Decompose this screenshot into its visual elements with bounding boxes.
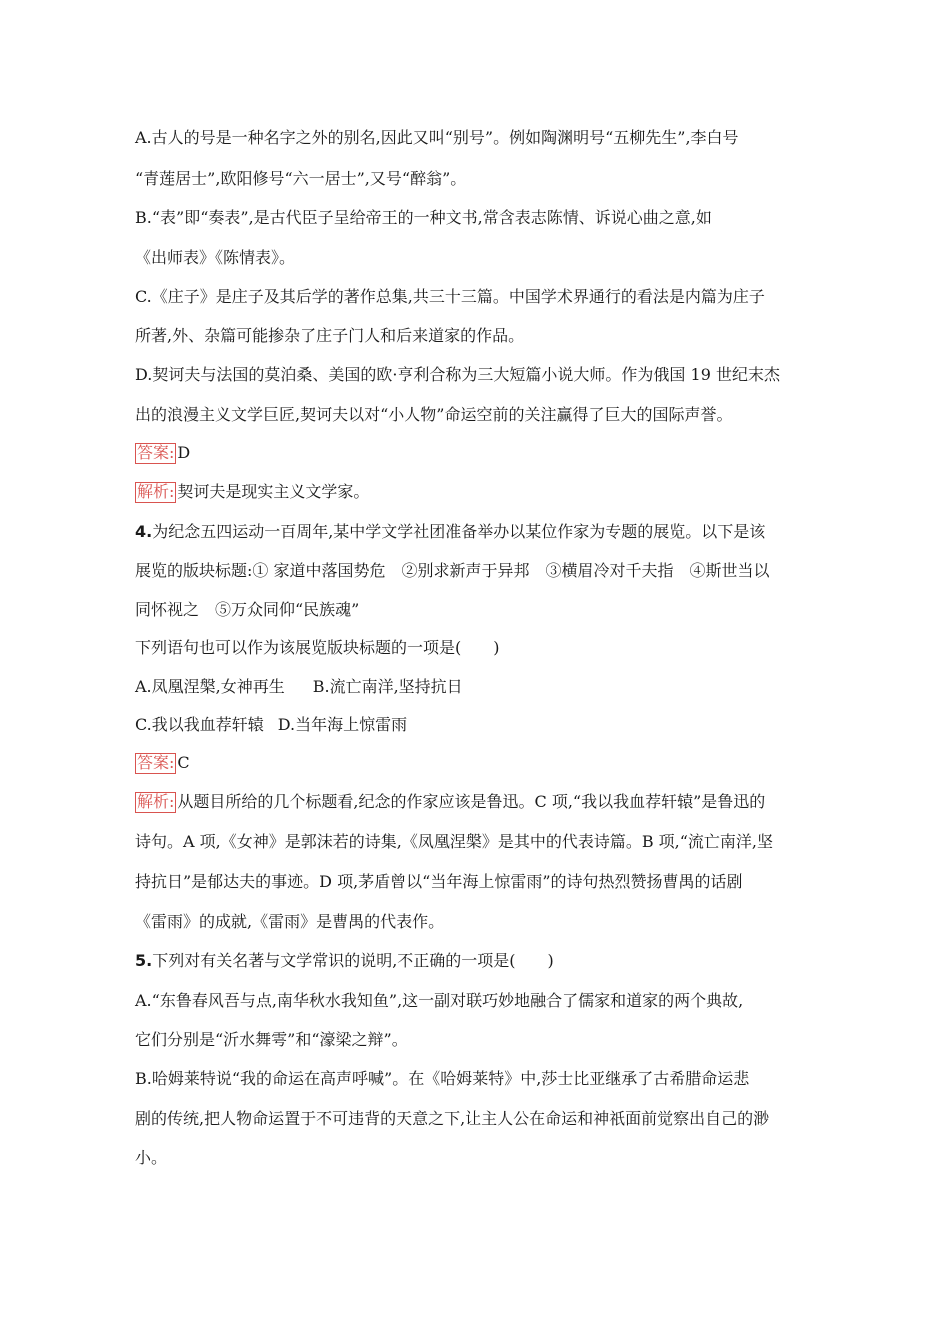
answer-tag: 答案: — [137, 443, 175, 462]
q4-question: 下列语句也可以作为该展览版块标题的一项是( ) — [135, 638, 500, 657]
q3-option-c-line1: C.《庄子》是庄子及其后学的著作总集,共三十三篇。中国学术界通行的看法是内篇为庄子 — [135, 287, 765, 306]
analysis-text: 契诃夫是现实主义文学家。 — [177, 482, 370, 501]
q5-option-b-line1: B.哈姆莱特说“我的命运在高声呼喊”。在《哈姆莱特》中,莎士比亚继承了古希腊命运悲 — [135, 1069, 750, 1088]
q4-stem-line1 — [135, 521, 765, 543]
question-number: 4. — [135, 522, 153, 541]
q5-option-a-line2: 它们分别是“沂水舞雩”和“濠梁之辩”。 — [135, 1030, 408, 1049]
q4-option-d: D.当年海上惊雷雨 — [277, 715, 408, 734]
q3-option-b-line2: 《出师表》《陈情表》。 — [135, 248, 296, 267]
q3-answer — [135, 442, 190, 464]
analysis-text: 从题目所给的几个标题看,纪念的作家应该是鲁迅。C 项,“我以我血荐轩辕”是鲁迅的 — [177, 792, 766, 811]
q3-option-a-line2: “青莲居士”,欧阳修号“六一居士”,又号“醉翁”。 — [135, 169, 467, 188]
q4-stem-line2: 展览的版块标题:① 家道中落国势危 ②别求新声于异邦 ③横眉冷对千夫指 ④斯世当以 — [135, 561, 770, 580]
q4-analysis-line4: 《雷雨》的成就,《雷雨》是曹禺的代表作。 — [135, 912, 445, 931]
q4-options-row1 — [135, 676, 463, 698]
q4-analysis-line1 — [135, 791, 765, 813]
q4-option-b: B.流亡南洋,坚持抗日 — [312, 677, 463, 696]
q5-option-a-line1: A.“东鲁春风吾与点,南华秋水我知鱼”,这一副对联巧妙地融合了儒家和道家的两个典故, — [135, 991, 744, 1010]
q3-analysis — [135, 481, 369, 503]
q4-option-c: C.我以我血荐轩辕 — [135, 715, 264, 734]
question-stem: 为纪念五四运动一百周年,某中学文学社团准备举办以某位作家为专题的展览。以下是该 — [152, 522, 766, 541]
analysis-tag: 解析: — [137, 482, 175, 501]
q3-option-d-line2: 出的浪漫主义文学巨匠,契诃夫以对“小人物”命运空前的关注赢得了巨大的国际声誉。 — [135, 405, 733, 424]
q3-option-c-line2: 所著,外、杂篇可能掺杂了庄子门人和后来道家的作品。 — [135, 326, 525, 345]
analysis-tag: 解析: — [137, 792, 175, 811]
q3-option-b-line1: B.“表”即“奏表”,是古代臣子呈给帝王的一种文书,常含表志陈情、诉说心曲之意,如 — [135, 208, 712, 227]
answer-value: C — [177, 753, 190, 772]
q4-option-a: A.凤凰涅槃,女神再生 — [135, 677, 285, 696]
question-stem: 下列对有关名著与文学常识的说明,不正确的一项是( ) — [152, 951, 554, 970]
q4-analysis-line2: 诗句。A 项,《女神》是郭沫若的诗集,《凤凰涅槃》是其中的代表诗篇。B 项,“流亡南洋,坚 — [135, 832, 774, 851]
q3-option-a-line1: A.古人的号是一种名字之外的别名,因此又叫“别号”。例如陶渊明号“五柳先生”,李白号 — [135, 128, 739, 147]
question-number: 5. — [135, 951, 153, 970]
q4-options-row2 — [135, 714, 407, 736]
q4-answer — [135, 752, 190, 774]
q5-option-b-line2: 剧的传统,把人物命运置于不可违背的天意之下,让主人公在命运和神祇面前觉察出自己的渺 — [135, 1109, 770, 1128]
q5-option-b-line3: 小。 — [135, 1148, 168, 1167]
q3-option-d-line1: D.契诃夫与法国的莫泊桑、美国的欧·亨利合称为三大短篇小说大师。作为俄国 19 世纪末杰 — [135, 365, 780, 384]
q4-analysis-line3: 持抗日”是郁达夫的事迹。D 项,茅盾曾以“当年海上惊雷雨”的诗句热烈赞扬曹禺的话剧 — [135, 872, 743, 891]
answer-value: D — [177, 443, 191, 462]
answer-tag: 答案: — [137, 753, 175, 772]
q4-stem-line3: 同怀视之 ⑤万众同仰“民族魂” — [135, 600, 360, 619]
q5-stem — [135, 950, 554, 972]
